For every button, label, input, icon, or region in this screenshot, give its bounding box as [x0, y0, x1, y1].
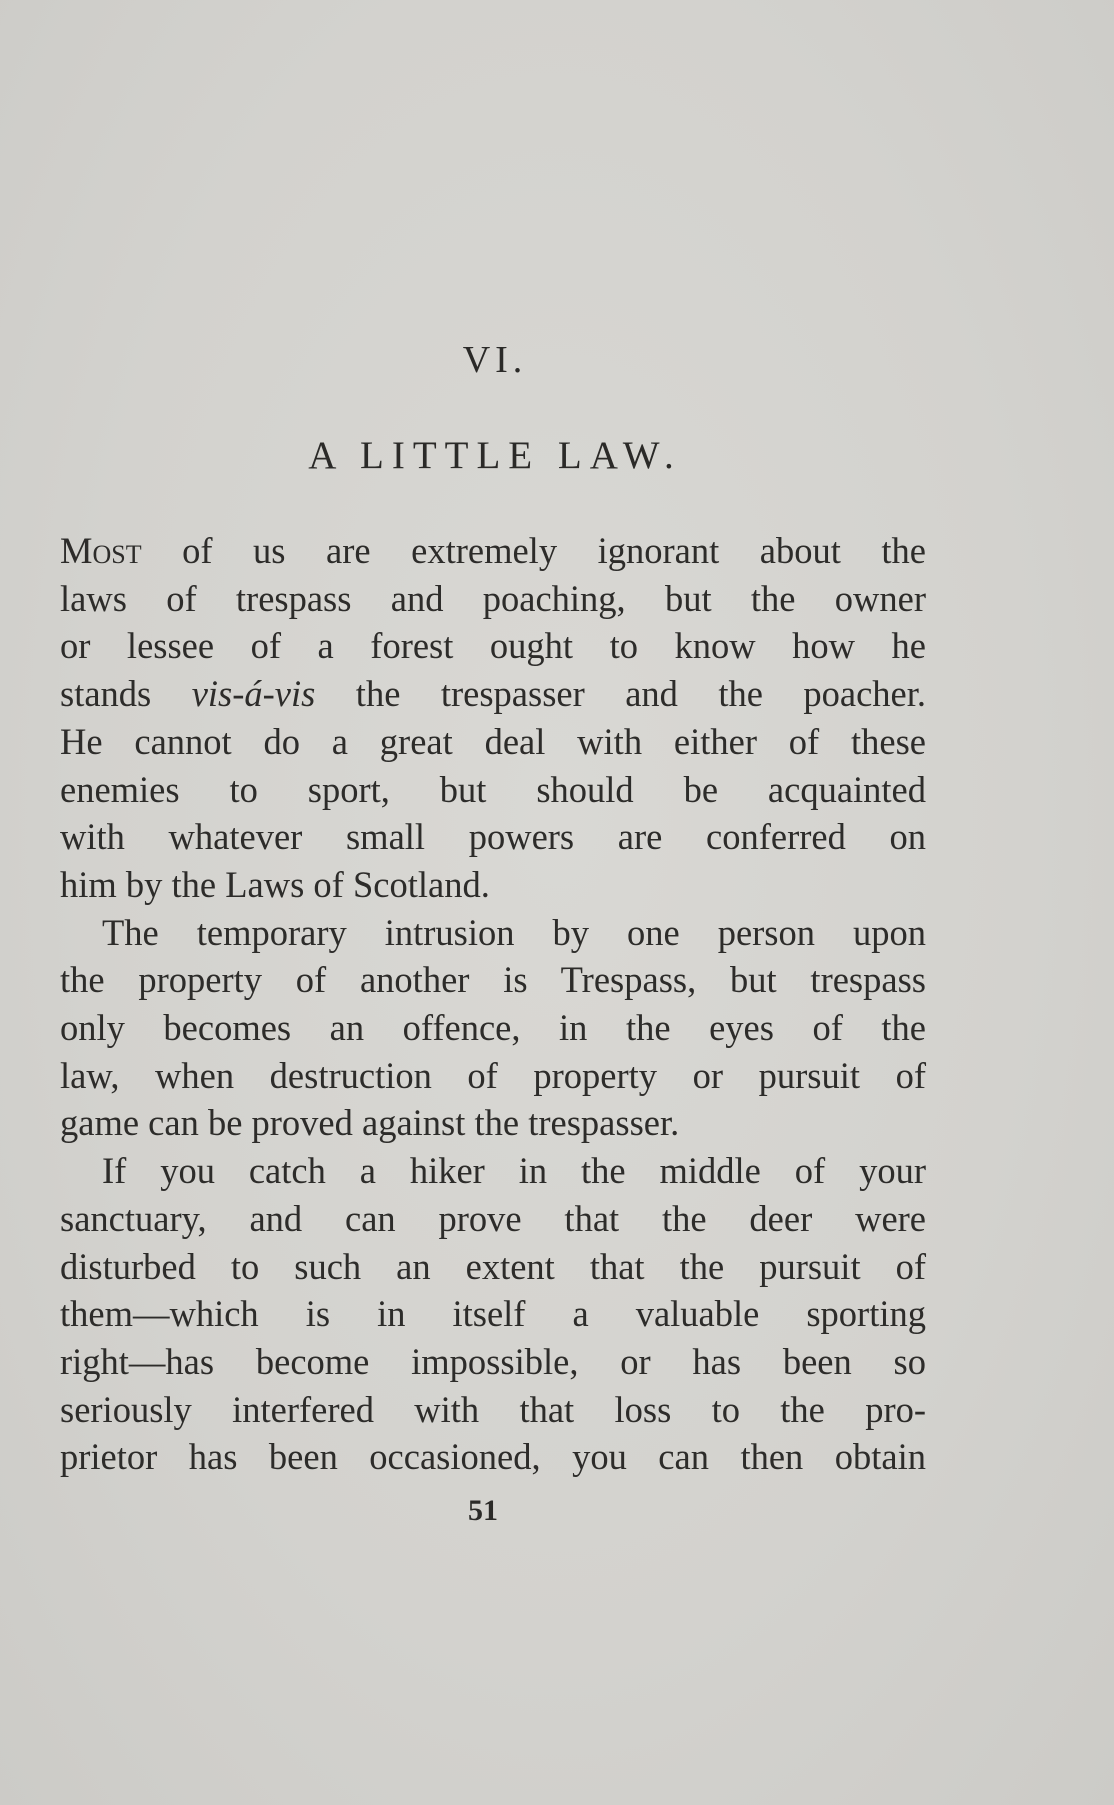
text-line: them—which is in itself a valuable sporting [60, 1293, 926, 1335]
chapter-title: A LITTLE LAW. [308, 434, 682, 477]
text-line: law, when destruction of property or pursuit of [60, 1054, 926, 1096]
text-line: the property of another is Trespass, but trespass [60, 959, 926, 1001]
text-line: laws of trespass and poaching, but the owner [60, 577, 926, 619]
text-line: him by the Laws of Scotland. [60, 863, 490, 905]
line-text: the trespasser and the poacher. [315, 673, 927, 715]
text-line: enemies to sport, but should be acquainted [60, 768, 926, 810]
text-line: If you catch a hiker in the middle of your [102, 1150, 926, 1192]
text-line: seriously interfered with that loss to the pro- [60, 1388, 926, 1430]
text-line: sanctuary, and can prove that the deer were [60, 1197, 926, 1239]
paragraph [60, 1147, 926, 1481]
page-number: 51 [468, 1494, 498, 1527]
text-line: disturbed to such an extent that the pursuit of [60, 1245, 926, 1287]
paragraph [60, 527, 926, 909]
paragraph [60, 909, 926, 1148]
text-line [60, 670, 926, 718]
text-line: The temporary intrusion by one person upon [102, 911, 926, 953]
text-line: prietor has been occasioned, you can then obtain [60, 1436, 926, 1478]
line-text: of us are extremely ignorant about the [141, 530, 926, 571]
italic-phrase: vis-á-vis [191, 673, 316, 715]
text-line: right—has become impossible, or has been so [60, 1340, 926, 1382]
text-line: game can be proved against the trespasser. [60, 1102, 680, 1144]
text-line: He cannot do a great deal with either of these [60, 720, 926, 762]
text-line: or lessee of a forest ought to know how he [60, 625, 926, 667]
text-line [60, 527, 926, 575]
small-caps-lead: Most [60, 530, 142, 571]
text-line: with whatever small powers are conferred on [60, 816, 926, 858]
line-text: stands [60, 673, 192, 715]
chapter-number: VI. [462, 339, 528, 381]
text-line: only becomes an offence, in the eyes of the [60, 1007, 926, 1049]
body-text [60, 527, 926, 1481]
